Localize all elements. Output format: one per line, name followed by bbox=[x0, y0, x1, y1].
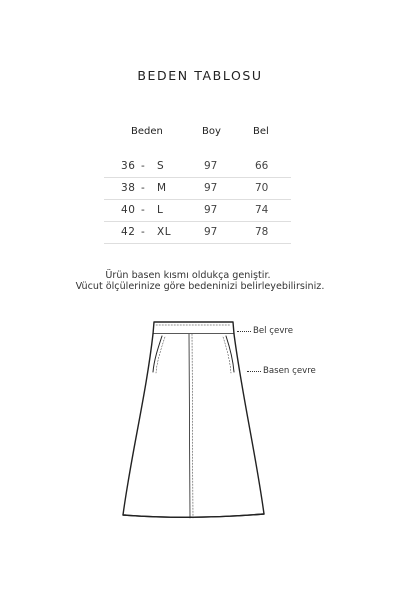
size-letter: S bbox=[157, 160, 165, 172]
size-letter: XL bbox=[157, 226, 172, 238]
header-boy: Boy bbox=[202, 126, 221, 137]
boy-value: 97 bbox=[204, 204, 218, 216]
size-letter: L bbox=[157, 204, 164, 216]
callout-bel: Bel çevre bbox=[253, 326, 294, 336]
size-letter: M bbox=[157, 182, 167, 194]
size-number: 40 bbox=[121, 204, 136, 216]
size-dash: - bbox=[141, 160, 145, 172]
size-dash: - bbox=[141, 182, 145, 194]
boy-value: 97 bbox=[204, 160, 218, 172]
callout-basen: Basen çevre bbox=[263, 366, 316, 376]
boy-value: 97 bbox=[204, 226, 218, 238]
header-bel: Bel bbox=[253, 126, 269, 137]
skirt-body bbox=[123, 334, 264, 517]
note-sizing: Vücut ölçülerinize göre bedeninizi belirleyebilirsiniz. bbox=[75, 281, 325, 292]
bel-value: 78 bbox=[255, 226, 269, 238]
boy-value: 97 bbox=[204, 182, 218, 194]
bel-value: 70 bbox=[255, 182, 269, 194]
header-size: Beden bbox=[131, 126, 163, 137]
basen-leader-dots bbox=[247, 371, 261, 372]
note-fit: Ürün basen kısmı oldukça geniştir. bbox=[105, 270, 271, 281]
bel-value: 66 bbox=[255, 160, 269, 172]
bel-leader-dots bbox=[237, 331, 251, 332]
size-number: 38 bbox=[121, 182, 136, 194]
bel-value: 74 bbox=[255, 204, 269, 216]
page-title: BEDEN TABLOSU bbox=[137, 68, 263, 83]
size-dash: - bbox=[141, 226, 145, 238]
size-dash: - bbox=[141, 204, 145, 216]
waistband bbox=[153, 322, 234, 334]
size-number: 42 bbox=[121, 226, 136, 238]
size-number: 36 bbox=[121, 160, 136, 172]
